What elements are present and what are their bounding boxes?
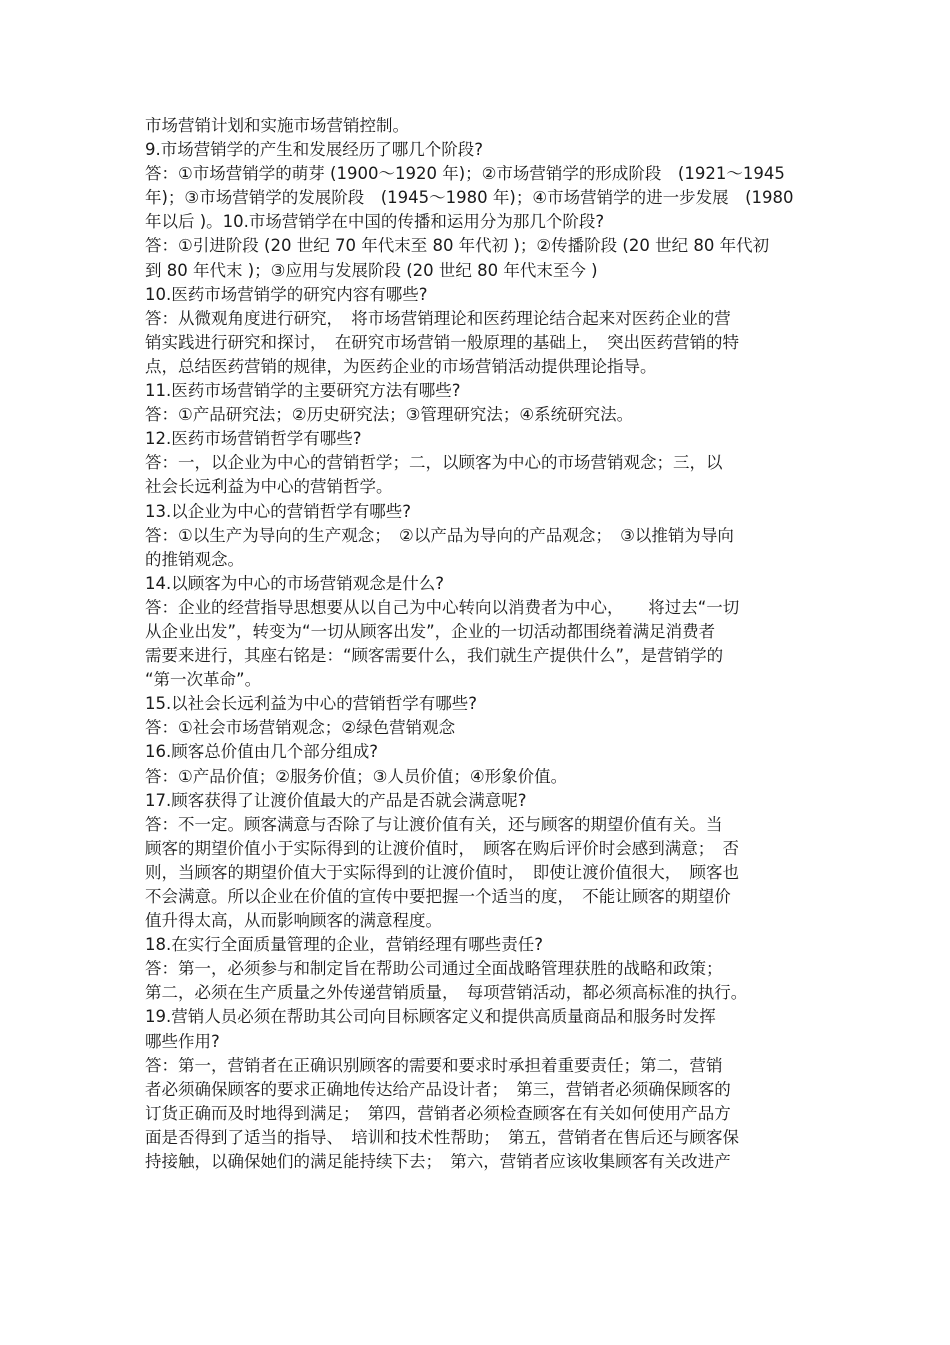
text-line: 答：企业的经营指导思想要从以自己为中心转向以消费者为中心， 将过去“一切	[145, 597, 740, 617]
text-line: 从企业出发”，转变为“一切从顾客出发”，企业的一切活动都围绕着满足消费者	[145, 621, 716, 641]
question-heading: 10.医药市场营销学的研究内容有哪些?	[145, 284, 428, 304]
question-heading: 18.在实行全面质量管理的企业，营销经理有哪些责任?	[145, 935, 543, 955]
question-heading: 哪些作用?	[145, 1031, 220, 1051]
text-line: 社会长远利益为中心的营销哲学。	[145, 477, 393, 497]
text-line: 答：不一定。顾客满意与否除了与让渡价值有关，还与顾客的期望价值有关。当	[145, 814, 723, 834]
text-line: 点，总结医药营销的规律，为医药企业的市场营销活动提供理论指导。	[145, 356, 657, 376]
text-line: 市场营销计划和实施市场营销控制。	[145, 116, 409, 135]
text-line: 年)；③市场营销学的发展阶段 (1945～1980 年)；④市场营销学的进一步发展 (1980	[145, 188, 794, 208]
text-line: 值升得太高，从而影响顾客的满意程度。	[145, 911, 442, 931]
text-line: 不会满意。所以企业在价值的宣传中要把握一个适当的度， 不能让顾客的期望价	[145, 887, 731, 906]
text-line: 则，当顾客的期望价值大于实际得到的让渡价值时， 即使让渡价值很大， 顾客也	[145, 862, 739, 882]
text-line: 持接触，以确保她们的满足能持续下去； 第六，营销者应该收集顾客有关改进产	[145, 1152, 731, 1172]
text-line: 第二，必须在生产质量之外传递营销质量， 每项营销活动，都必须高标准的执行。	[145, 983, 748, 1003]
text-line: 答：第一，营销者在正确识别顾客的需要和要求时承担着重要责任；第二，营销	[145, 1055, 723, 1075]
question-heading: 9.市场营销学的产生和发展经历了哪几个阶段?	[145, 140, 484, 160]
text-line: 的推销观念。	[145, 549, 244, 569]
text-line: 面是否得到了适当的指导、 培训和技术性帮助； 第五，营销者在售后还与顾客保	[145, 1127, 739, 1147]
text-line: “第一次革命”。	[145, 670, 262, 690]
text-line: 答：①产品研究法；②历史研究法；③管理研究法；④系统研究法。	[145, 405, 634, 425]
question-heading: 16.顾客总价值由几个部分组成?	[145, 742, 378, 762]
text-line: 答：①产品价值；②服务价值；③人员价值；④形象价值。	[145, 766, 568, 786]
question-heading: 15.以社会长远利益为中心的营销哲学有哪些?	[145, 694, 477, 714]
question-heading: 12.医药市场营销哲学有哪些?	[145, 429, 362, 449]
text-line: 答：①市场营销学的萌芽 (1900～1920 年)；②市场营销学的形成阶段 (1921～1945	[145, 164, 785, 184]
text-line: 者必须确保顾客的要求正确地传达给产品设计者； 第三，营销者必须确保顾客的	[145, 1079, 731, 1099]
question-heading: 11.医药市场营销学的主要研究方法有哪些?	[145, 381, 461, 401]
text-line: 答：从微观角度进行研究， 将市场营销理论和医药理论结合起来对医药企业的营	[145, 308, 731, 328]
question-heading: 14.以顾客为中心的市场营销观念是什么?	[145, 573, 444, 593]
text-line: 答：第一，必须参与和制定旨在帮助公司通过全面战略管理获胜的战略和政策；	[145, 959, 723, 979]
text-line: 需要来进行，其座右铭是：“顾客需要什么，我们就生产提供什么”，是营销学的	[145, 646, 724, 666]
text-line: 到 80 年代末 )；③应用与发展阶段 (20 世纪 80 年代末至今 )	[145, 260, 598, 280]
document-body	[145, 114, 825, 1174]
text-line: 答：一，以企业为中心的营销哲学；二，以顾客为中心的市场营销观念；三，以	[145, 453, 723, 473]
text-line: 顾客的期望价值小于实际得到的让渡价值时， 顾客在购后评价时会感到满意； 否	[145, 838, 739, 858]
text-line: 销实践进行研究和探讨， 在研究市场营销一般原理的基础上， 突出医药营销的特	[145, 332, 739, 352]
text-line: 答：①社会市场营销观念；②绿色营销观念	[145, 718, 456, 738]
text-line: 年以后 )。10.市场营销学在中国的传播和运用分为那几个阶段?	[145, 212, 605, 232]
question-heading: 19.营销人员必须在帮助其公司向目标顾客定义和提供高质量商品和服务时发挥	[145, 1007, 716, 1027]
text-line: 答：①引进阶段 (20 世纪 70 年代末至 80 年代初 )；②传播阶段 (20 世纪 80 年代初	[145, 236, 770, 256]
question-heading: 17.顾客获得了让渡价值最大的产品是否就会满意呢?	[145, 790, 527, 810]
text-line: 答：①以生产为导向的生产观念； ②以产品为导向的产品观念； ③以推销为导向	[145, 525, 734, 545]
question-heading: 13.以企业为中心的营销哲学有哪些?	[145, 501, 411, 521]
text-line: 订货正确而及时地得到满足； 第四，营销者必须检查顾客在有关如何使用产品方	[145, 1103, 731, 1123]
